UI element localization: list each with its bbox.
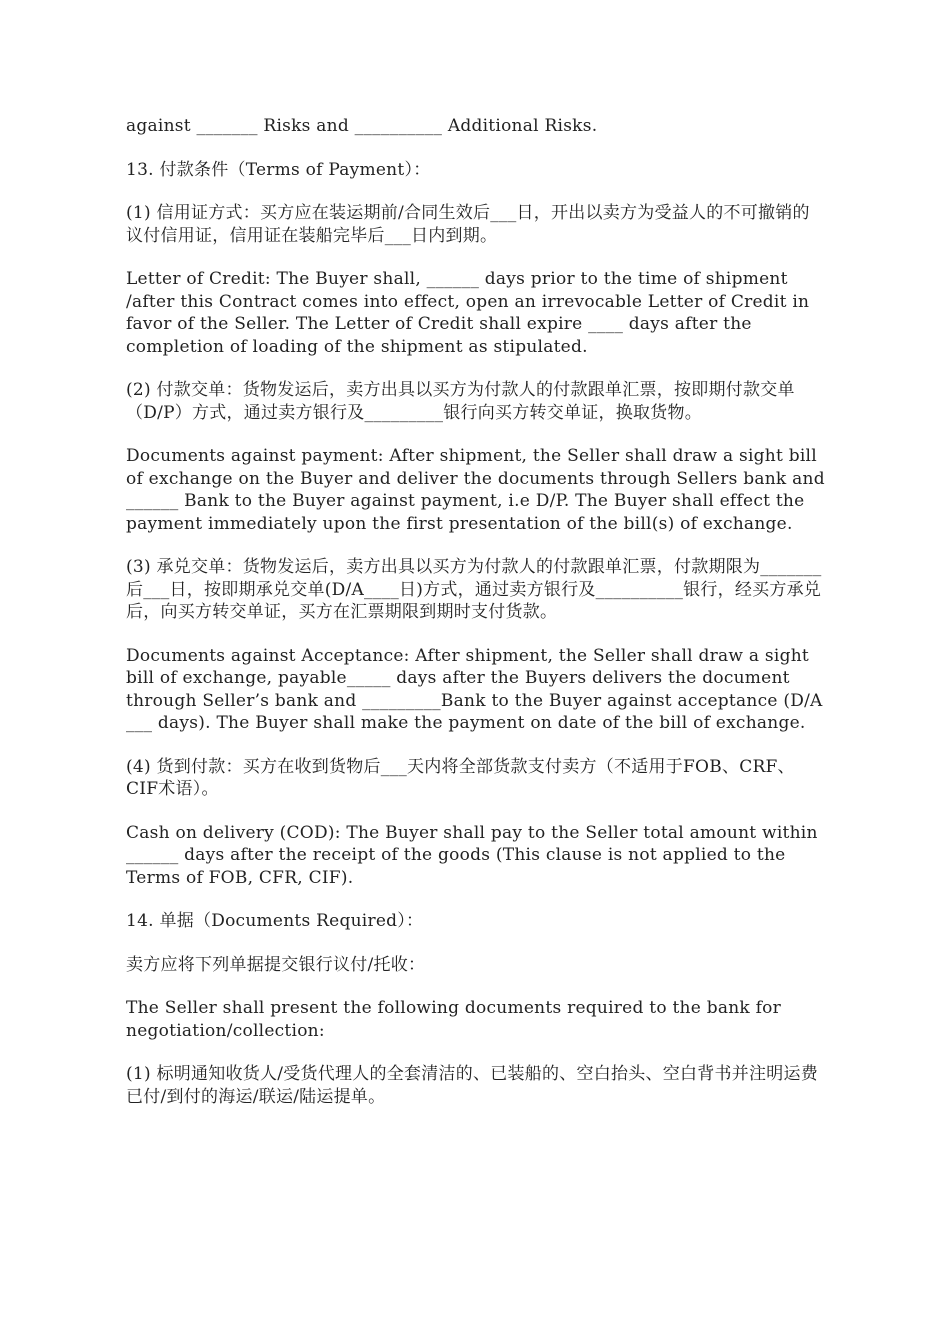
documents-against-payment-cn: (2) 付款交单：货物发运后，卖方出具以买方为付款人的付款跟单汇票，按即期付款交单（D/P）方式，通过卖方银行及_________银行向买方转交单证，换取货物。 <box>126 380 795 423</box>
document-page <box>126 115 826 1129</box>
letter-of-credit-en: Letter of Credit: The Buyer shall, ______ days prior to the time of shipment /after this Contract comes into effect, open an irrevocable Letter of Credit in favor of the Seller. The Letter of Credit shall expire ____ days after the completion of loading of the shipment as stipulated. <box>126 269 810 357</box>
documents-intro-en: The Seller shall present the following documents required to the bank for negotiation/collection: <box>126 998 782 1041</box>
documents-against-acceptance-cn: (3) 承兑交单：货物发运后，卖方出具以买方为付款人的付款跟单汇票，付款期限为_______后___日，按即期承兑交单(D/A____日)方式，通过卖方银行及__________银行，经买方承兑后，向买方转交单证，买方在汇票期限到期时支付货款。 <box>126 557 822 622</box>
section-13-heading: 13. 付款条件（Terms of Payment）： <box>126 159 431 180</box>
letter-of-credit-cn: (1) 信用证方式：买方应在装运期前/合同生效后___日，开出以卖方为受益人的不可撤销的议付信用证，信用证在装船完毕后___日内到期。 <box>126 203 810 246</box>
insurance-risks-line: against _______ Risks and __________ Additional Risks. <box>126 116 598 136</box>
documents-intro-cn: 卖方应将下列单据提交银行议付/托收： <box>126 954 426 975</box>
bill-of-lading-cn: (1) 标明通知收货人/受货代理人的全套清洁的、已装船的、空白抬头、空白背书并注明运费已付/到付的海运/联运/陆运提单。 <box>126 1064 818 1107</box>
cash-on-delivery-cn: (4) 货到付款：买方在收到货物后___天内将全部货款支付卖方（不适用于FOB、CRF、CIF术语）。 <box>126 756 795 799</box>
documents-against-payment-en: Documents against payment: After shipment, the Seller shall draw a sight bill of exchange on the Buyer and deliver the documents through Sellers bank and ______ Bank to the Buyer against payment, i.e D/P. The Buyer shall effect the payment immediately upon the first presentation of the bill(s) of exchange. <box>126 446 825 534</box>
cash-on-delivery-en: Cash on delivery (COD): The Buyer shall pay to the Seller total amount within ______ days after the receipt of the goods (This clause is not applied to the Terms of FOB, CFR, CIF). <box>126 822 818 888</box>
section-14-heading: 14. 单据（Documents Required）： <box>126 911 424 931</box>
documents-against-acceptance-en: Documents against Acceptance: After shipment, the Seller shall draw a sight bill of exchange, payable_____ days after the Buyers delivers the document through Seller’s bank and _________Bank to the Buyer against acceptance (D/A ___ days). The Buyer shall make the payment on date of the bill of exchange. <box>126 645 823 733</box>
